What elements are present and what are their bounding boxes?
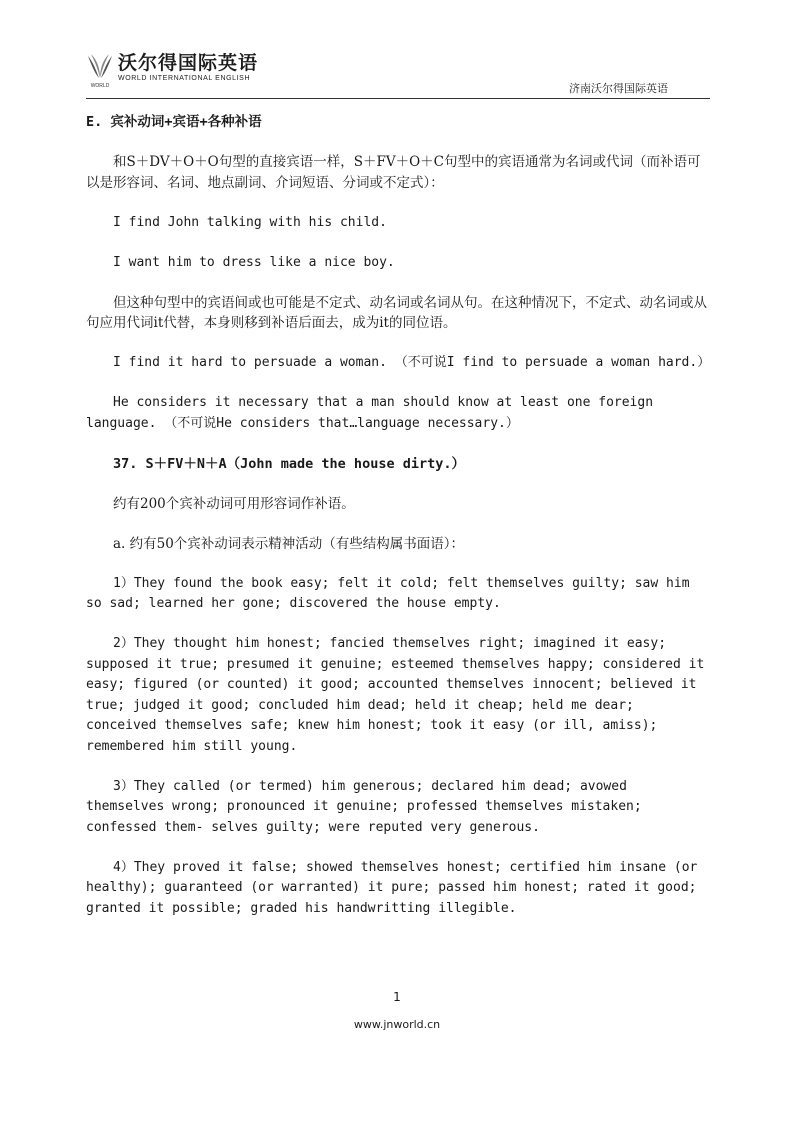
page-header xyxy=(86,48,710,100)
example-sentence-4: He considers it necessary that a man should know at least one foreign language. （不可说He considers that…language necessary.） xyxy=(86,395,654,431)
header-divider xyxy=(86,98,710,99)
logo-english-name: WORLD INTERNATIONAL ENGLISH xyxy=(118,75,251,82)
example-sentence-2: I want him to dress like a nice boy. xyxy=(113,254,395,270)
wing-logo-icon xyxy=(86,52,114,92)
header-school-name: 济南沃尔得国际英语 xyxy=(569,82,668,95)
logo-chinese-name: 沃尔得国际英语 xyxy=(118,52,259,74)
list-item-4: 4）They proved it false; showed themselves honest; certified him insane (or healthy); guaranteed (or warranted) it pure; passed him honest; rated it good; granted it possible; graded his handwritting illegible. xyxy=(86,859,698,916)
example-sentence-3: I find it hard to persuade a woman. （不可说I find to persuade a woman hard.） xyxy=(113,355,711,370)
paragraph-intro: 和S＋DV＋O＋O句型的直接宾语一样，S＋FV＋O＋C句型中的宾语通常为名词或代词（而补语可以是形容词、名词、地点副词、介词短语、分词或不定式）： xyxy=(86,154,701,191)
footer-url: www.jnworld.cn xyxy=(353,1018,441,1031)
page-number: 1 xyxy=(393,990,401,1004)
paragraph-mental-verbs: a. 约有50个宾补动词表示精神活动（有些结构属书面语）： xyxy=(113,535,465,552)
document-body xyxy=(86,112,710,939)
paragraph-it-replacement: 但这种句型中的宾语间或也可能是不定式、动名词或名词从句。在这种情况下，不定式、动名词或从句应用代词it代替，本身则移到补语后面去，成为it的同位语。 xyxy=(86,294,707,331)
example-sentence-1: I find John talking with his child. xyxy=(113,214,387,230)
list-item-2: 2）They thought him honest; fancied themselves right; imagined it easy; supposed it true; presumed it genuine; esteemed themselves happy; considered it easy; figured (or counted) it good; accounted themselves innocent; believed it true; judged it good; concluded him dead; held it cheap; held me dear; conceived themselves safe; knew him honest; took it easy (or ill, amiss); remembered him still young. xyxy=(86,636,705,754)
paragraph-count: 约有200个宾补动词可用形容词作补语。 xyxy=(113,495,355,512)
logo xyxy=(86,52,258,92)
list-item-3: 3）They called (or termed) him generous; declared him dead; avowed themselves wrong; pronounced it genuine; professed themselves mistaken; confessed them- selves guilty; were reputed very generous. xyxy=(86,778,642,835)
list-item-1: 1）They found the book easy; felt it cold; felt themselves guilty; saw him so sad; learned her gone; discovered the house empty. xyxy=(86,575,690,611)
svg-text:WORLD: WORLD xyxy=(90,83,110,89)
section-heading-e: E. 宾补动词+宾语+各种补语 xyxy=(86,114,262,130)
section-heading-37: 37. S＋FV＋N＋A（John made the house dirty.） xyxy=(113,455,465,472)
